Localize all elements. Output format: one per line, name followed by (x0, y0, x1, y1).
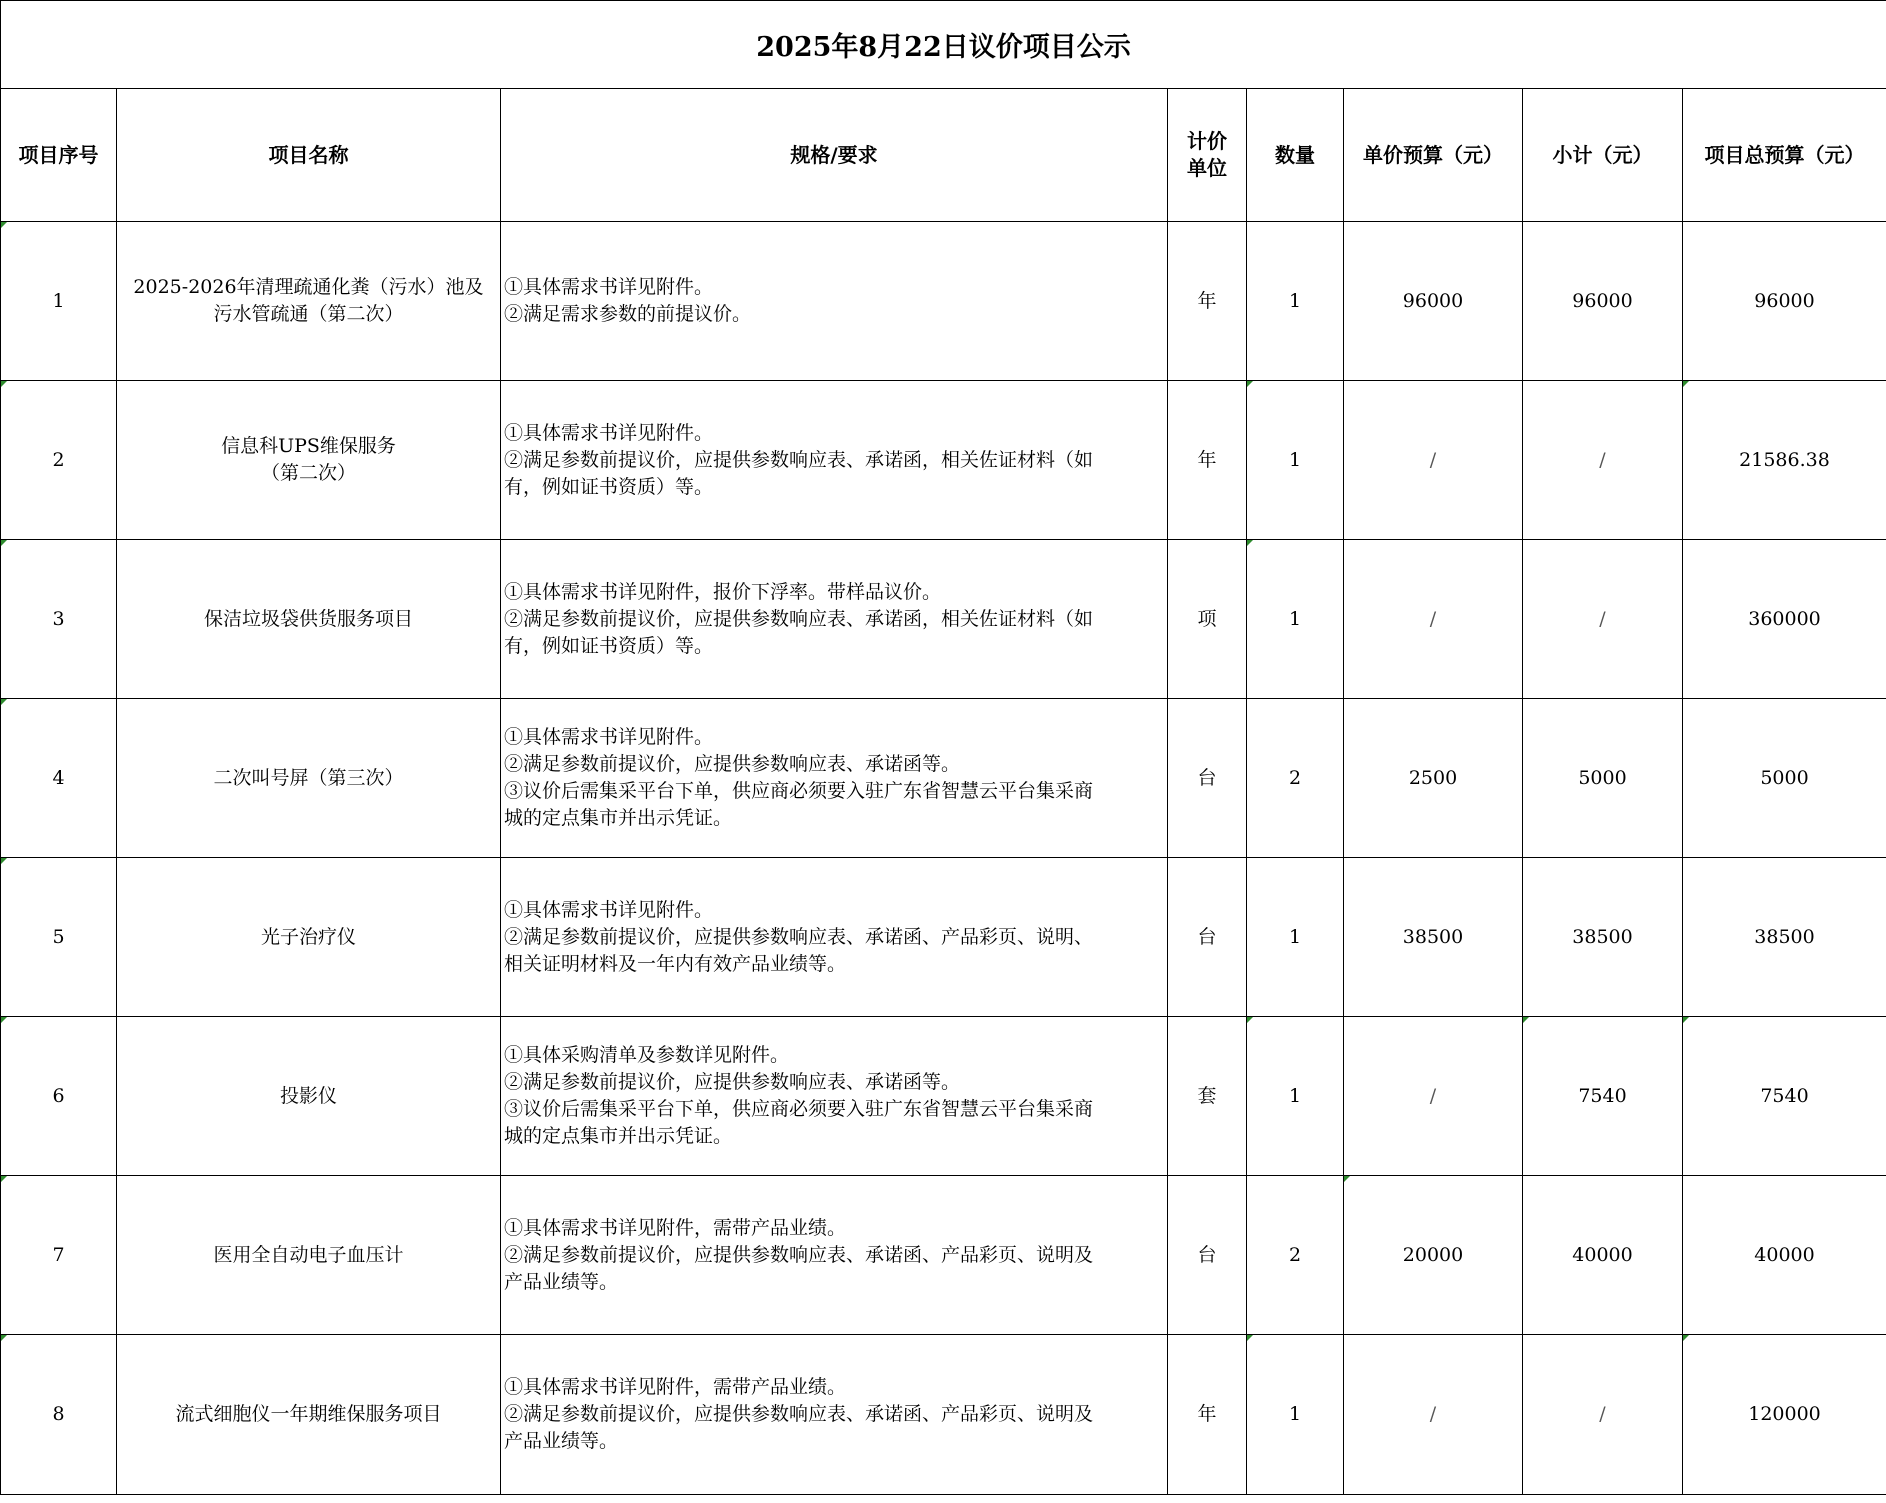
table-row (1, 858, 1886, 1017)
row-spec-line: ②满足需求参数的前提议价。 (504, 303, 752, 325)
row-spec-line: 城的定点集市并出示凭证。 (504, 807, 733, 829)
row-unit-price: / (1344, 1017, 1523, 1176)
row-spec-line: ①具体需求书详见附件。 (504, 898, 714, 921)
row-project-name-line: 医用全自动电子血压计 (213, 1243, 404, 1266)
row-project-name (117, 540, 501, 699)
row-spec-line: ①具体需求书详见附件。 (504, 421, 714, 444)
row-total: 7540 (1683, 1017, 1886, 1176)
row-spec (501, 858, 1168, 1017)
row-subtotal: 38500 (1523, 858, 1683, 1017)
row-unit: 年 (1168, 1335, 1247, 1495)
row-qty: 1 (1247, 1335, 1344, 1495)
table-row (1, 1017, 1886, 1176)
row-unit: 年 (1168, 381, 1247, 540)
row-spec (501, 1017, 1168, 1176)
row-total: 5000 (1683, 699, 1886, 858)
header-row (1, 89, 1886, 222)
row-spec-line: ①具体需求书详见附件，报价下浮率。带样品议价。 (504, 580, 942, 603)
row-spec-line: ②满足参数前提议价，应提供参数响应表、承诺函、产品彩页、说明及 (504, 1243, 1094, 1266)
row-qty: 1 (1247, 222, 1344, 381)
row-spec-line: 城的定点集市并出示凭证。 (504, 1125, 733, 1147)
row-spec-line: ③议价后需集采平台下单，供应商必须要入驻广东省智慧云平台集采商 (504, 1098, 1094, 1120)
row-qty: 1 (1247, 540, 1344, 699)
row-unit: 项 (1168, 540, 1247, 699)
row-unit-price: / (1344, 381, 1523, 540)
header-total: 项目总预算（元） (1683, 89, 1886, 222)
header-unit (1168, 89, 1247, 222)
row-total: 38500 (1683, 858, 1886, 1017)
row-spec-line: ②满足参数前提议价，应提供参数响应表、承诺函等。 (504, 1071, 961, 1093)
header-unit-line1: 计价 (1187, 129, 1227, 153)
row-spec (501, 222, 1168, 381)
row-unit: 台 (1168, 699, 1247, 858)
row-unit-price: / (1344, 540, 1523, 699)
row-project-name (117, 858, 501, 1017)
row-project-name-line: 二次叫号屏（第三次） (213, 766, 404, 789)
row-seq: 8 (1, 1335, 117, 1495)
row-project-name (117, 699, 501, 858)
row-qty: 1 (1247, 858, 1344, 1017)
row-unit-price: 38500 (1344, 858, 1523, 1017)
row-unit-price: 20000 (1344, 1176, 1523, 1335)
row-unit: 台 (1168, 858, 1247, 1017)
header-unit-price: 单价预算（元） (1344, 89, 1523, 222)
table-row (1, 1335, 1886, 1495)
row-spec-line: ②满足参数前提议价，应提供参数响应表、承诺函，相关佐证材料（如 (504, 607, 1094, 630)
row-spec-line: ①具体采购清单及参数详见附件。 (504, 1044, 790, 1066)
row-qty: 1 (1247, 1017, 1344, 1176)
row-subtotal: 96000 (1523, 222, 1683, 381)
row-spec-line: 产品业绩等。 (504, 1430, 619, 1452)
table-row (1, 540, 1886, 699)
header-name: 项目名称 (117, 89, 501, 222)
row-spec (501, 1176, 1168, 1335)
row-project-name-line: 2025-2026年清理疏通化粪（污水）池及 (133, 276, 484, 298)
row-spec (501, 1335, 1168, 1495)
row-project-name (117, 1017, 501, 1176)
row-subtotal: / (1523, 381, 1683, 540)
row-seq: 2 (1, 381, 117, 540)
row-spec-line: ①具体需求书详见附件，需带产品业绩。 (504, 1216, 847, 1239)
row-seq: 5 (1, 858, 117, 1017)
row-project-name-line: 污水管疏通（第二次） (213, 303, 404, 325)
row-spec-line: 相关证明材料及一年内有效产品业绩等。 (504, 952, 847, 975)
row-spec-line: ②满足参数前提议价，应提供参数响应表、承诺函等。 (504, 753, 961, 775)
row-seq: 3 (1, 540, 117, 699)
row-spec-line: ①具体需求书详见附件。 (504, 726, 714, 748)
header-spec: 规格/要求 (501, 89, 1168, 222)
header-subtotal: 小计（元） (1523, 89, 1683, 222)
row-project-name-line: 投影仪 (279, 1084, 337, 1107)
row-qty: 2 (1247, 699, 1344, 858)
table-row (1, 381, 1886, 540)
header-unit-line2: 单位 (1187, 156, 1227, 180)
row-unit-price: 2500 (1344, 699, 1523, 858)
header-qty: 数量 (1247, 89, 1344, 222)
row-spec-line: ②满足参数前提议价，应提供参数响应表、承诺函、产品彩页、说明、 (504, 925, 1094, 948)
row-unit: 年 (1168, 222, 1247, 381)
row-seq: 7 (1, 1176, 117, 1335)
row-spec-line: 有，例如证书资质）等。 (504, 475, 714, 498)
row-project-name-line: 信息科UPS维保服务 (221, 435, 396, 457)
row-total: 360000 (1683, 540, 1886, 699)
table-title: 2025年8月22日议价项目公示 (1, 1, 1886, 89)
row-project-name (117, 1176, 501, 1335)
row-spec-line: ①具体需求书详见附件。 (504, 276, 714, 298)
row-subtotal: / (1523, 540, 1683, 699)
row-subtotal: 40000 (1523, 1176, 1683, 1335)
row-subtotal: / (1523, 1335, 1683, 1495)
row-total: 40000 (1683, 1176, 1886, 1335)
row-total: 21586.38 (1683, 381, 1886, 540)
row-spec-line: ①具体需求书详见附件，需带产品业绩。 (504, 1376, 847, 1398)
row-seq: 6 (1, 1017, 117, 1176)
row-project-name-line: 保洁垃圾袋供货服务项目 (203, 607, 413, 630)
table-row (1, 1176, 1886, 1335)
header-seq: 项目序号 (1, 89, 117, 222)
row-unit-price: 96000 (1344, 222, 1523, 381)
row-project-name-line: 流式细胞仪一年期维保服务项目 (175, 1403, 442, 1425)
row-project-name (117, 222, 501, 381)
row-spec (501, 699, 1168, 858)
row-unit: 台 (1168, 1176, 1247, 1335)
row-spec-line: ②满足参数前提议价，应提供参数响应表、承诺函，相关佐证材料（如 (504, 448, 1094, 471)
row-seq: 4 (1, 699, 117, 858)
row-spec-line: ②满足参数前提议价，应提供参数响应表、承诺函、产品彩页、说明及 (504, 1403, 1094, 1425)
row-spec-line: ③议价后需集采平台下单，供应商必须要入驻广东省智慧云平台集采商 (504, 780, 1094, 802)
row-total: 120000 (1683, 1335, 1886, 1495)
row-seq: 1 (1, 222, 117, 381)
row-total: 96000 (1683, 222, 1886, 381)
row-spec (501, 540, 1168, 699)
row-qty: 2 (1247, 1176, 1344, 1335)
row-unit-price: / (1344, 1335, 1523, 1495)
row-spec-line: 有，例如证书资质）等。 (504, 634, 714, 657)
row-project-name (117, 1335, 501, 1495)
row-project-name-line: 光子治疗仪 (260, 925, 356, 948)
row-spec (501, 381, 1168, 540)
row-subtotal: 5000 (1523, 699, 1683, 858)
row-project-name-line: （第二次） (260, 462, 356, 484)
row-project-name (117, 381, 501, 540)
row-unit: 套 (1168, 1017, 1247, 1176)
row-subtotal: 7540 (1523, 1017, 1683, 1176)
row-spec-line: 产品业绩等。 (504, 1270, 619, 1293)
table-row (1, 699, 1886, 858)
row-qty: 1 (1247, 381, 1344, 540)
table-row (1, 222, 1886, 381)
